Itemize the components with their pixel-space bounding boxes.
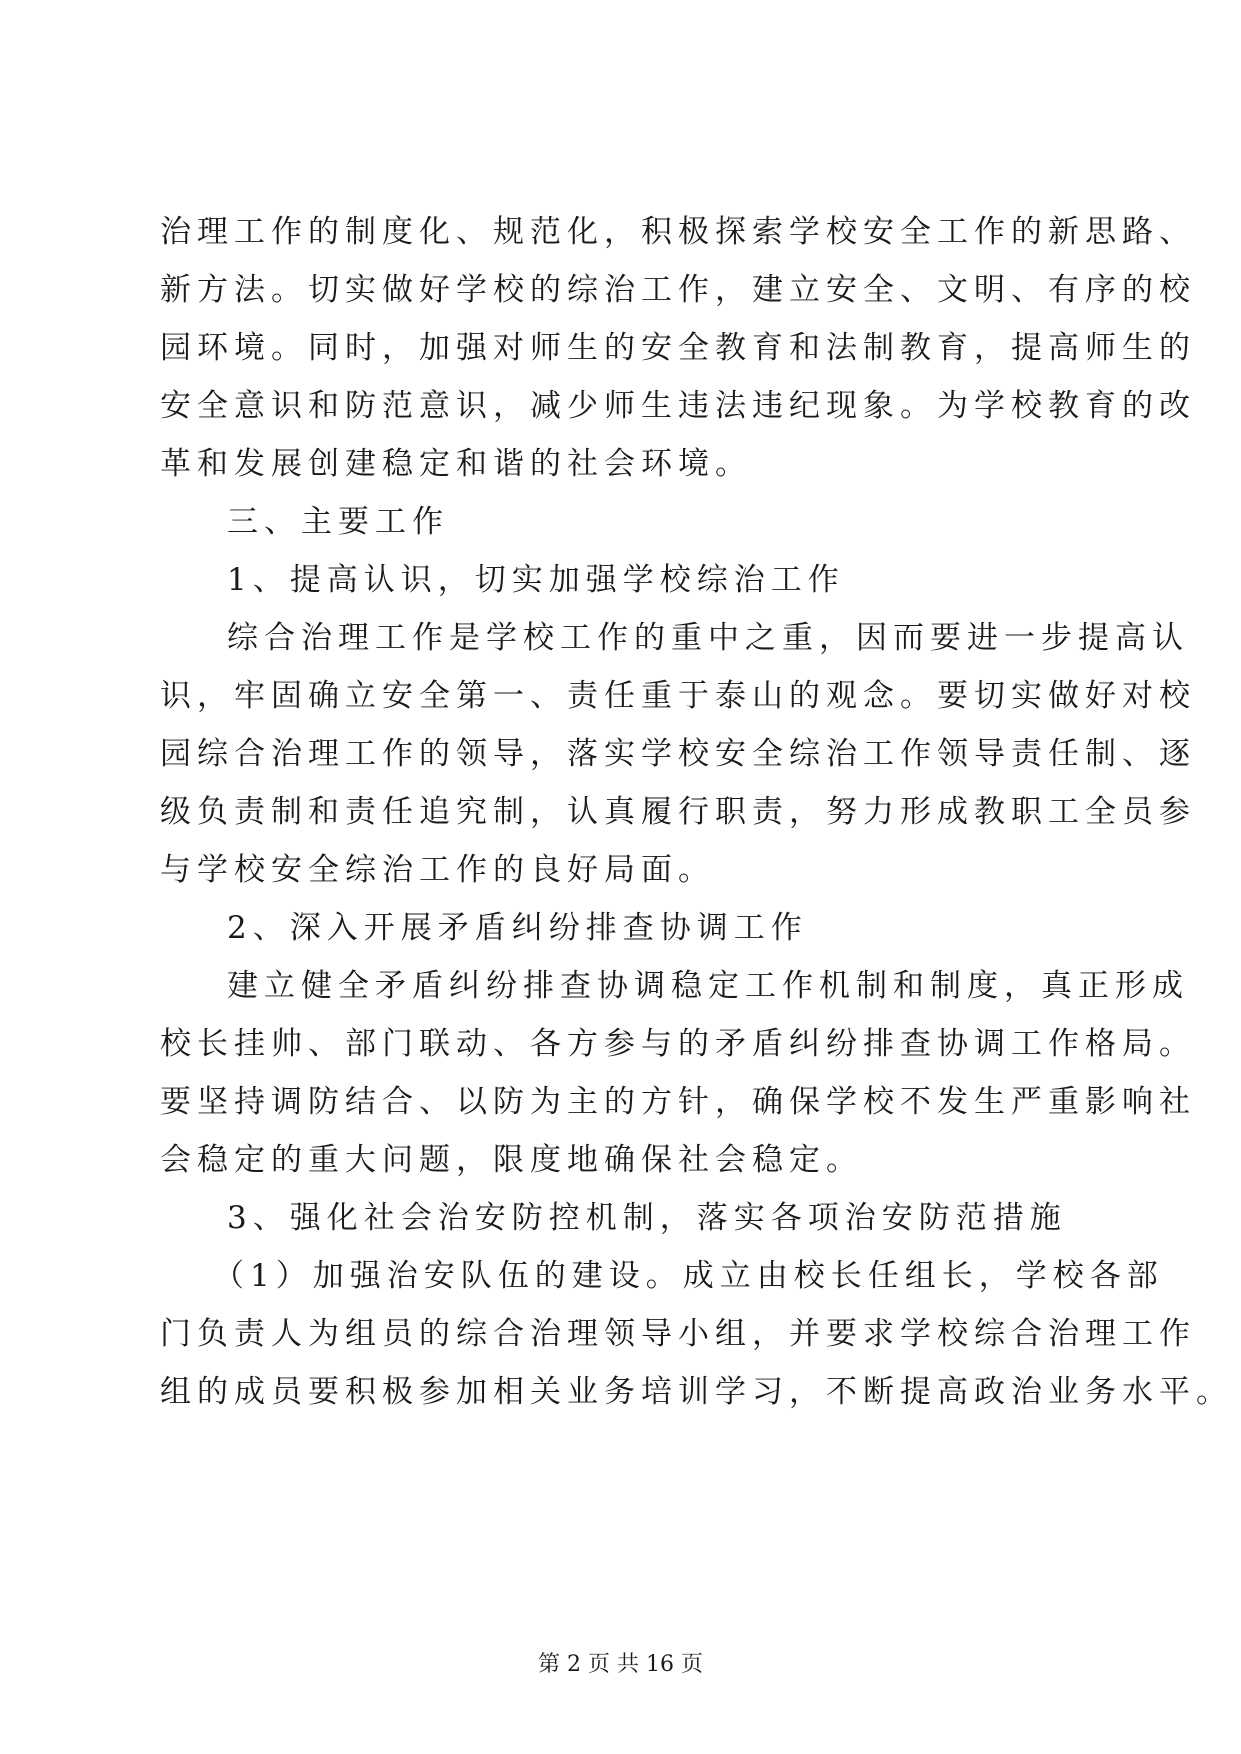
body-line: 新方法。切实做好学校的综治工作，建立安全、文明、有序的校 [160, 272, 1196, 308]
body-line: 要坚持调防结合、以防为主的方针，确保学校不发生严重影响社 [160, 1084, 1196, 1120]
subsection-heading: 2、深入开展矛盾纠纷排查协调工作 [227, 910, 808, 946]
body-line: 会稳定的重大问题，限度地确保社会稳定。 [160, 1142, 863, 1178]
subsection-heading: 1、提高认识，切实加强学校综治工作 [227, 562, 845, 598]
body-line: 革和发展创建稳定和谐的社会环境。 [160, 446, 752, 482]
body-line: 组的成员要积极参加相关业务培训学习，不断提高政治业务水平。 [160, 1374, 1233, 1410]
section-heading: 三、主要工作 [227, 504, 449, 540]
body-line: 安全意识和防范意识，减少师生违法违纪现象。为学校教育的改 [160, 388, 1196, 424]
page-number-footer: 第 2 页 共 16 页 [538, 1652, 703, 1677]
body-line: 园综合治理工作的领导，落实学校安全综治工作领导责任制、逐 [160, 736, 1196, 772]
body-line: 与学校安全综治工作的良好局面。 [160, 852, 715, 888]
body-line: 门负责人为组员的综合治理领导小组，并要求学校综合治理工作 [160, 1316, 1196, 1352]
body-line: 治理工作的制度化、规范化，积极探索学校安全工作的新思路、 [160, 214, 1196, 250]
paragraph-first-line: （1）加强治安队伍的建设。成立由校长任组长，学校各部 [213, 1258, 1164, 1294]
paragraph-first-line: 综合治理工作是学校工作的重中之重，因而要进一步提高认 [227, 620, 1189, 656]
body-line: 识，牢固确立安全第一、责任重于泰山的观念。要切实做好对校 [160, 678, 1196, 714]
subsection-heading: 3、强化社会治安防控机制，落实各项治安防范措施 [227, 1200, 1067, 1236]
body-line: 级负责制和责任追究制，认真履行职责，努力形成教职工全员参 [160, 794, 1196, 830]
body-line: 校长挂帅、部门联动、各方参与的矛盾纠纷排查协调工作格局。 [160, 1026, 1196, 1062]
body-line: 园环境。同时，加强对师生的安全教育和法制教育，提高师生的 [160, 330, 1196, 366]
paragraph-first-line: 建立健全矛盾纠纷排查协调稳定工作机制和制度，真正形成 [227, 968, 1189, 1004]
